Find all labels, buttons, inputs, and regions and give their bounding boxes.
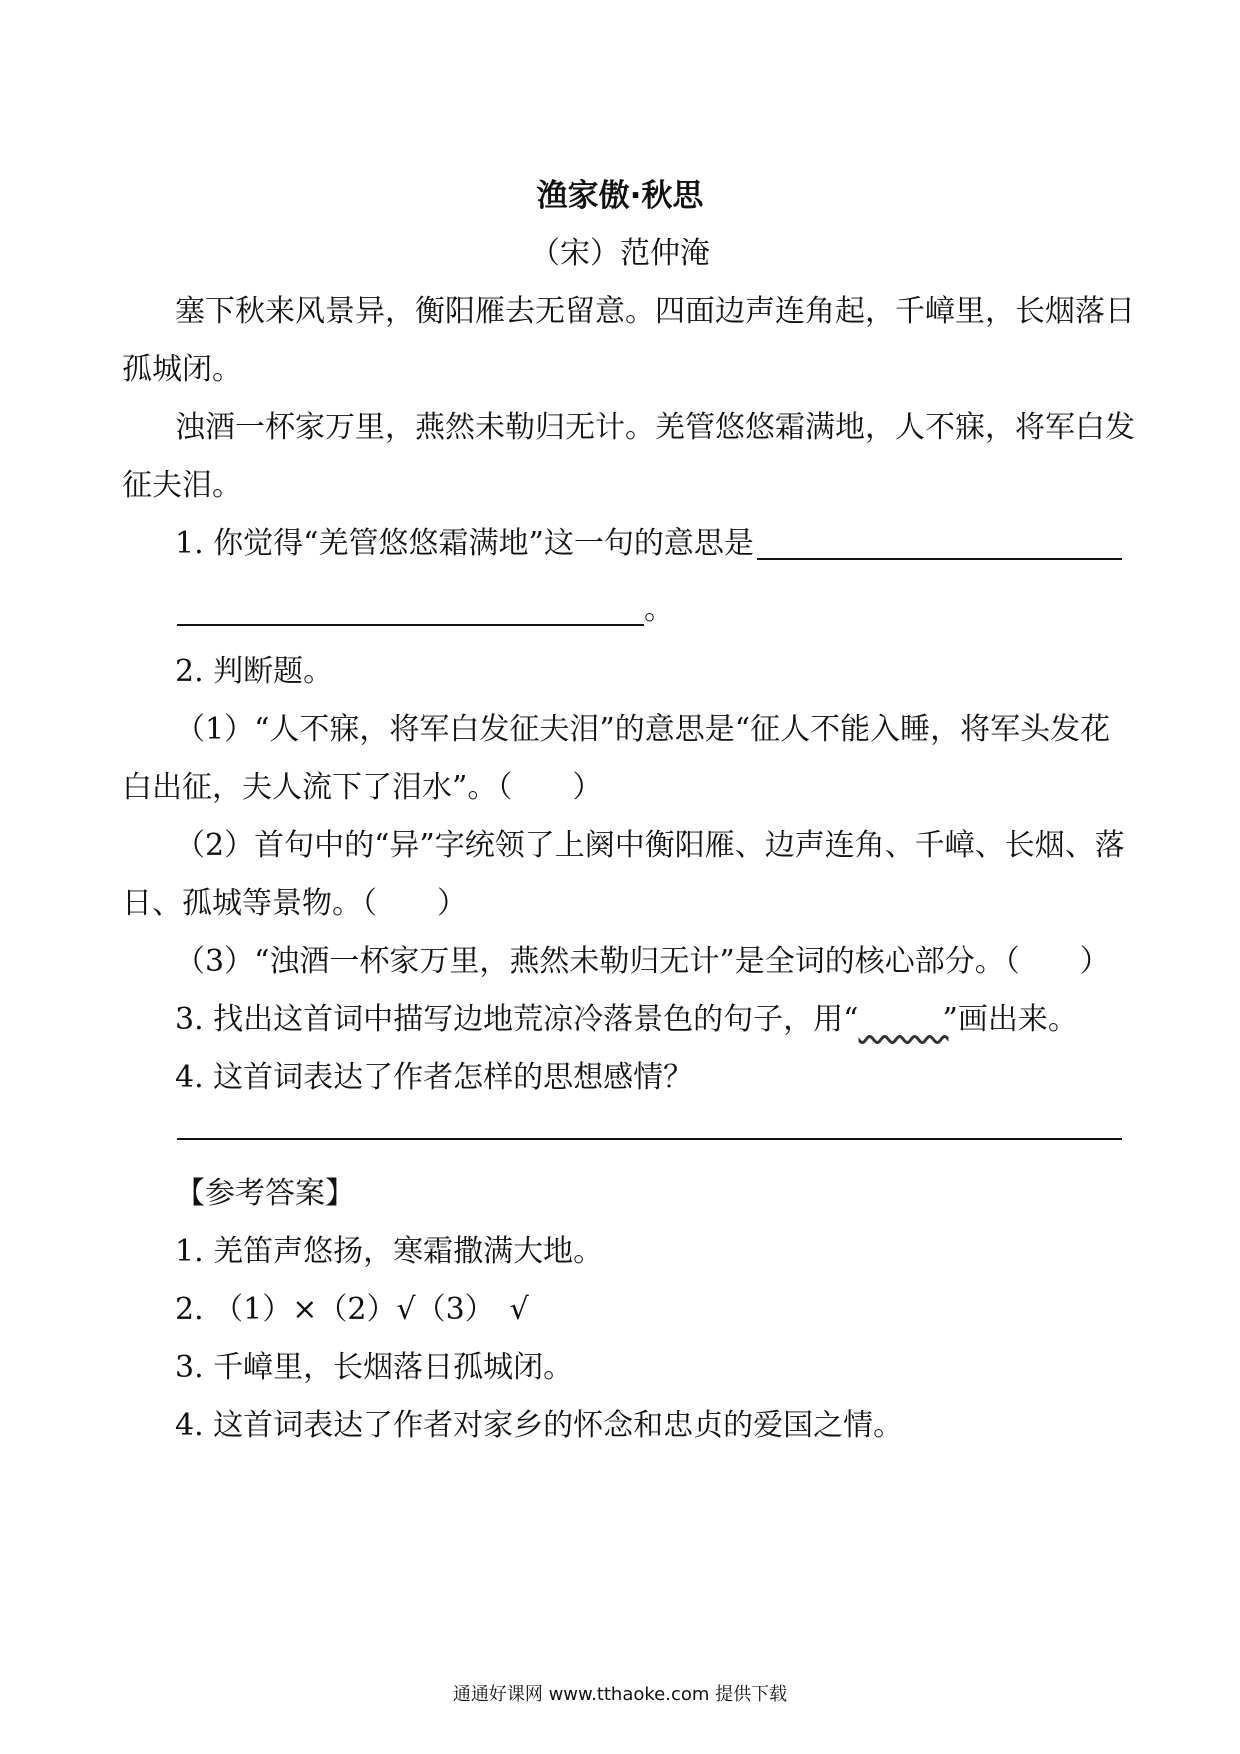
answer-2: 2. （1）×（2）√（3） √ bbox=[175, 1292, 529, 1327]
stanza2-line2: 征夫泪。 bbox=[122, 468, 242, 503]
answer-3: 3. 千嶂里，长烟落日孤城闭。 bbox=[175, 1350, 574, 1385]
question-2-1-line1: （1）“人不寐，将军白发征夫泪”的意思是“征人不能入睡，将军头发花 bbox=[175, 712, 1111, 747]
stanza1-line1: 塞下秋来风景异，衡阳雁去无留意。四面边声连角起，千嶂里，长烟落日 bbox=[175, 294, 1135, 329]
question-1-end: 。 bbox=[644, 592, 674, 627]
answer-blank-line bbox=[177, 1138, 1122, 1140]
question-2-2-line2: 日、孤城等景物。（ ） bbox=[122, 886, 467, 921]
poem-author: （宋）范仲淹 bbox=[530, 236, 710, 271]
question-2-title: 2. 判断题。 bbox=[175, 654, 334, 689]
question-2-3: （3）“浊酒一杯家万里，燕然未勒归无计”是全词的核心部分。（ ） bbox=[175, 944, 1110, 979]
question-4: 4. 这首词表达了作者怎样的思想感情？ bbox=[175, 1060, 694, 1095]
answer-4: 4. 这首词表达了作者对家乡的怀念和忠贞的爱国之情。 bbox=[175, 1408, 904, 1443]
answer-blank-line bbox=[177, 624, 644, 626]
answer-blank-line bbox=[757, 558, 1122, 560]
answers-header: 【参考答案】 bbox=[175, 1176, 355, 1211]
question-1-text: 1. 你觉得“羌管悠悠霜满地”这一句的意思是 bbox=[175, 526, 754, 561]
poem-title: 渔家傲·秋思 bbox=[536, 178, 704, 214]
stanza2-line1: 浊酒一杯家万里，燕然未勒归无计。羌管悠悠霜满地，人不寐，将军白发 bbox=[175, 410, 1135, 445]
footer-credit: 通通好课网 www.tthaoke.com 提供下载 bbox=[452, 1684, 788, 1705]
stanza1-line2: 孤城闭。 bbox=[122, 352, 242, 387]
question-2-2-line1: （2）首句中的“异”字统领了上阕中衡阳雁、边声连角、千嶂、长烟、落 bbox=[175, 828, 1125, 863]
question-3-suffix: ”画出来。 bbox=[942, 1002, 1078, 1037]
answer-1: 1. 羌笛声悠扬，寒霜撒满大地。 bbox=[175, 1234, 604, 1269]
question-3-prefix: 3. 找出这首词中描写边地荒凉冷落景色的句子，用“ bbox=[175, 1002, 859, 1037]
question-2-1-line2: 白出征，夫人流下了泪水”。（ ） bbox=[122, 770, 603, 805]
question-3 bbox=[175, 1000, 1175, 1040]
wavy-underline-sample bbox=[859, 1000, 943, 1020]
